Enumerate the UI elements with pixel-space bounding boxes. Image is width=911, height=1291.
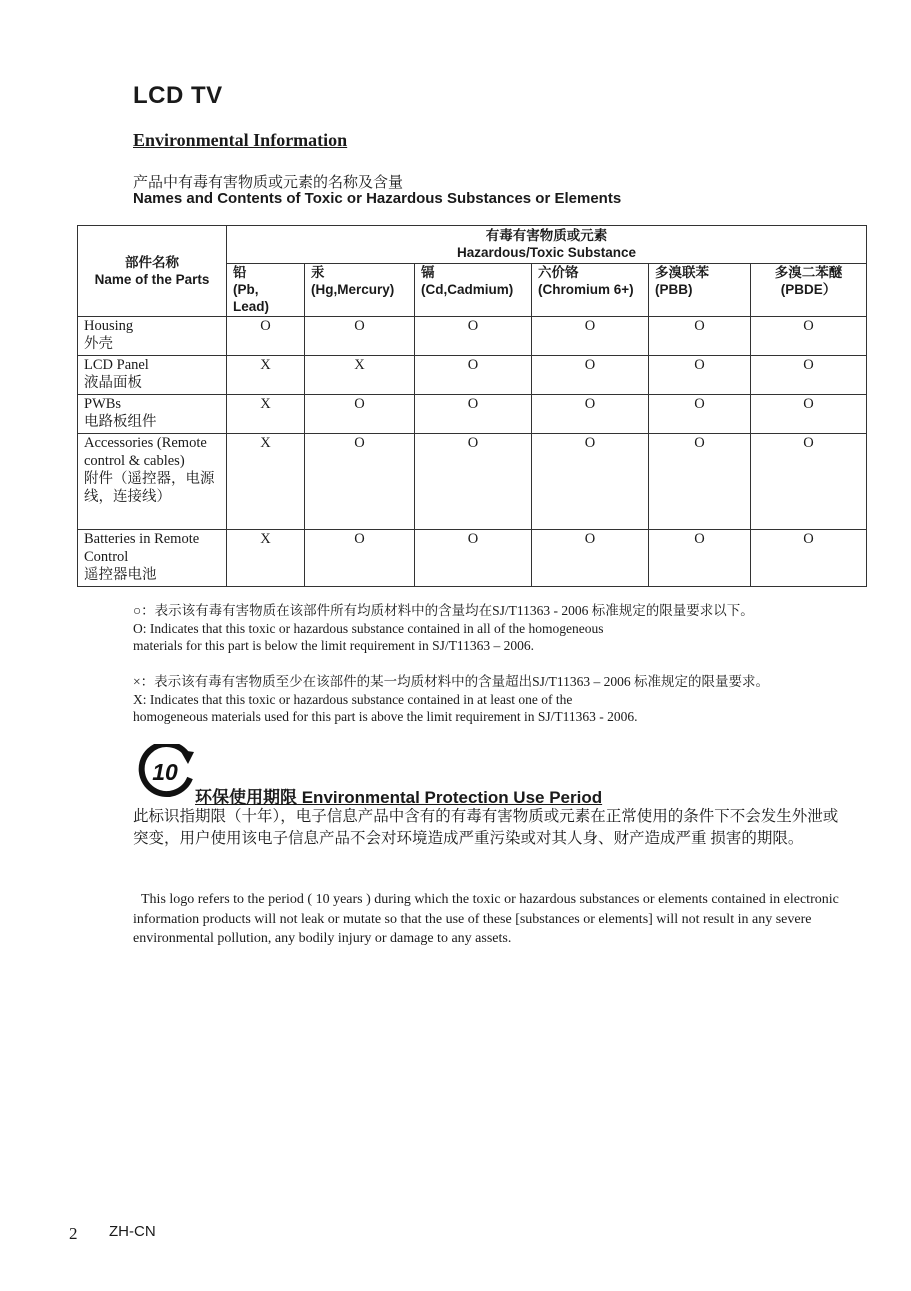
substance-mark: O	[532, 356, 649, 395]
column-cn: 多溴联苯	[655, 265, 709, 280]
part-name-cell	[78, 530, 227, 587]
part-name-cn: 遥控器电池	[84, 567, 157, 583]
part-name-cn: 外壳	[84, 336, 113, 352]
column-cn: 六价铬	[538, 265, 579, 280]
table-header-row	[78, 226, 867, 264]
note-x-cn: ×：表示该有毒有害物质至少在该部件的某一均质材料中的含量超出SJ/T11363 – 2006 标准规定的限量要求。	[133, 674, 769, 689]
column-header-chromium	[532, 264, 649, 317]
substance-mark: O	[751, 356, 867, 395]
note-o-en-2: materials for this part is below the limit requirement in SJ/T11363 – 2006.	[133, 638, 535, 653]
part-name-cn: 电路板组件	[84, 414, 157, 430]
parts-header-cn: 部件名称	[125, 255, 179, 270]
table-caption-cn: 产品中有毒有害物质或元素的名称及含量	[133, 174, 404, 191]
note-o-cn: ○：表示该有毒有害物质在该部件所有均质材料中的含量均在SJ/T11363 - 2006 标准规定的限量要求以下。	[133, 603, 754, 618]
substance-mark: X	[305, 356, 415, 395]
page-number: 2	[69, 1224, 78, 1243]
document-title: LCD TV	[133, 82, 223, 109]
epup-10-icon	[134, 744, 196, 800]
substance-mark: O	[649, 317, 751, 356]
part-name-cell	[78, 395, 227, 434]
column-cn: 多溴二苯醚	[774, 265, 843, 280]
column-header-mercury	[305, 264, 415, 317]
column-en: (Chromium 6+)	[538, 282, 634, 297]
column-header-pbb	[649, 264, 751, 317]
table-row	[78, 395, 867, 434]
substance-mark: O	[532, 434, 649, 530]
column-en: (PBB)	[655, 282, 693, 297]
part-name-cn: 液晶面板	[84, 375, 142, 391]
note-x-en-2: homogeneous materials used for this part is above the limit requirement in SJ/T11363 - 2006.	[133, 709, 638, 724]
locale-label: ZH-CN	[109, 1223, 156, 1240]
column-cn: 汞	[311, 265, 325, 280]
substances-table	[77, 225, 867, 587]
column-header-cadmium	[415, 264, 532, 317]
epup-description-cn: 此标识指期限（十年），电子信息产品中含有的有毒有害物质或元素在正常使用的条件下不会发生外泄或突变，用户使用该电子信息产品不会对环境造成严重污染或对其人身、财产造成严重 损害的期限。	[133, 808, 839, 847]
substance-mark: O	[415, 356, 532, 395]
substance-group-header	[227, 226, 867, 264]
part-name-cell	[78, 317, 227, 356]
note-o-en-1: O: Indicates that this toxic or hazardous substance contained in all of the homogeneous	[133, 620, 604, 636]
group-header-cn: 有毒有害物质或元素	[485, 228, 608, 243]
part-name-cell	[78, 434, 227, 530]
note-x-en-1: X: Indicates that this toxic or hazardous substance contained in at least one of the	[133, 691, 573, 707]
parts-header	[78, 226, 227, 317]
parts-header-en: Name of the Parts	[94, 272, 210, 287]
table-caption-en: Names and Contents of Toxic or Hazardous Substances or Elements	[133, 190, 622, 207]
column-en: (PBDE）	[780, 282, 837, 297]
section-heading: Environmental Information	[133, 130, 348, 150]
part-name-en: Accessories (Remote control & cables)	[84, 435, 207, 469]
substance-mark: O	[649, 530, 751, 587]
note-o	[133, 602, 833, 655]
group-header-en: Hazardous/Toxic Substance	[457, 245, 637, 260]
column-en: (Pb,	[233, 282, 259, 297]
part-name-en: LCD Panel	[84, 357, 149, 373]
substance-mark: O	[305, 317, 415, 356]
substance-mark: O	[305, 530, 415, 587]
substance-mark: O	[415, 530, 532, 587]
substance-mark: X	[227, 356, 305, 395]
part-name-en: Batteries in Remote Control	[84, 531, 200, 565]
column-cn: 镉	[421, 265, 435, 280]
column-en: (Cd,Cadmium)	[421, 282, 514, 297]
epup-description-en: This logo refers to the period ( 10 years ) during which the toxic or hazardous substances or elements contained in electronic information products will not leak or mutate so that the use of these [substances or elements] will not result in any severe environmental pollution, any bodily injury or damage to any assets.	[133, 892, 839, 946]
substance-mark: O	[415, 434, 532, 530]
substance-mark: O	[415, 395, 532, 434]
note-x	[133, 673, 833, 726]
substance-mark: O	[751, 317, 867, 356]
substance-mark: O	[415, 317, 532, 356]
substance-mark: O	[305, 395, 415, 434]
epup-heading: 环保使用期限 Environmental Protection Use Period	[195, 788, 603, 807]
part-name-en: PWBs	[84, 396, 122, 412]
substance-mark: X	[227, 395, 305, 434]
column-en: Lead)	[233, 299, 270, 314]
substance-mark: O	[751, 434, 867, 530]
substance-mark: O	[751, 530, 867, 587]
column-header-lead	[227, 264, 305, 317]
part-name-cell	[78, 356, 227, 395]
table-row	[78, 356, 867, 395]
substance-mark: O	[227, 317, 305, 356]
part-name-cn: 附件（遥控器，电源线，连接线）	[84, 471, 215, 505]
substance-mark: O	[532, 530, 649, 587]
substance-mark: O	[649, 434, 751, 530]
table-row	[78, 434, 867, 530]
substance-mark: O	[751, 395, 867, 434]
part-name-en: Housing	[84, 318, 134, 334]
substance-mark: O	[305, 434, 415, 530]
epup-logo-number: 10	[152, 759, 178, 785]
substance-mark: X	[227, 434, 305, 530]
substance-mark: O	[532, 395, 649, 434]
table-row	[78, 530, 867, 587]
substance-mark: O	[649, 356, 751, 395]
column-en: (Hg,Mercury)	[311, 282, 395, 297]
column-cn: 铅	[233, 265, 247, 280]
substance-mark: X	[227, 530, 305, 587]
substance-mark: O	[649, 395, 751, 434]
column-header-pbde	[751, 264, 867, 317]
substance-mark: O	[532, 317, 649, 356]
table-row	[78, 317, 867, 356]
